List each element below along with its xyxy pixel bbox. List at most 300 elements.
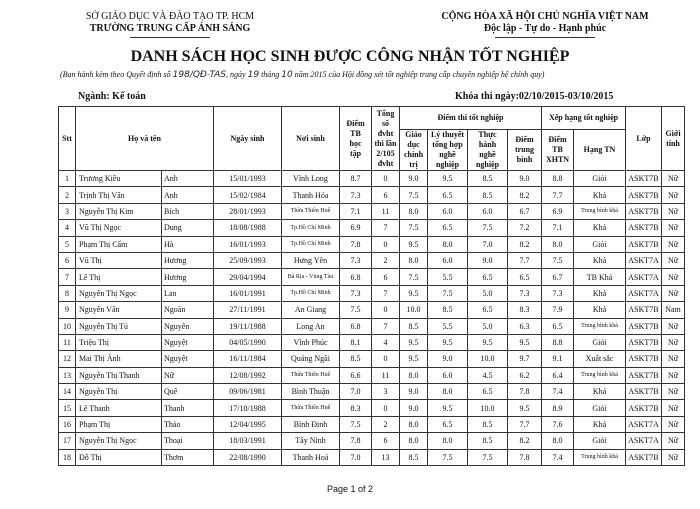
row-first-name: Nguyên <box>162 318 214 334</box>
row-credits: 0 <box>372 171 400 187</box>
row-credits: 7 <box>372 285 400 301</box>
row-politics-score: 7.5 <box>400 187 428 203</box>
row-credits: 6 <box>372 269 400 285</box>
row-xhtn-score: 8.0 <box>542 236 574 252</box>
row-dob: 27/11/1991 <box>214 302 282 318</box>
row-stt: 5 <box>59 236 76 252</box>
row-politics-score: 9.0 <box>400 400 428 416</box>
row-gender: Nữ <box>662 367 685 383</box>
row-pob: Quảng Ngãi <box>282 351 340 367</box>
row-pob: Tp.Hồ Chí Minh <box>282 285 340 301</box>
row-credits: 2 <box>372 416 400 432</box>
row-gpa: 7.5 <box>340 302 372 318</box>
row-dob: 28/01/1993 <box>214 203 282 219</box>
row-gpa: 7.0 <box>340 384 372 400</box>
row-gender: Nữ <box>662 236 685 252</box>
row-last-middle-name: Nguyễn Thị Ngọc <box>76 433 162 449</box>
row-class: ASKT7B <box>626 302 662 318</box>
table-row <box>59 384 685 400</box>
table-header-row-1 <box>59 107 685 130</box>
row-exam-avg: 6.3 <box>508 318 542 334</box>
row-first-name: Hà <box>162 236 214 252</box>
table-row <box>59 302 685 318</box>
row-politics-score: 8.0 <box>400 252 428 268</box>
row-dob: 12/08/1992 <box>214 367 282 383</box>
row-last-middle-name: Nguyễn Thị Ngọc <box>76 285 162 301</box>
table-row <box>59 252 685 268</box>
col-gender-l1: Giới <box>665 128 681 138</box>
row-gpa: 7.5 <box>340 416 372 432</box>
row-class: ASKT7B <box>626 220 662 236</box>
col-theory <box>428 130 468 171</box>
row-stt: 12 <box>59 351 76 367</box>
row-last-middle-name: Nguyễn Thị Thanh <box>76 367 162 383</box>
row-last-middle-name: Phạm Thị <box>76 416 162 432</box>
row-theory-score: 6.0 <box>428 252 468 268</box>
col-xhtn-l2: TB <box>552 145 563 154</box>
row-gender: Nữ <box>662 285 685 301</box>
row-pob: Bình Định <box>282 416 340 432</box>
col-theory-l2: tổng hợp <box>432 140 463 149</box>
row-politics-score: 8.5 <box>400 449 428 465</box>
row-practice-score: 9.0 <box>468 252 508 268</box>
row-first-name: Nguyệt <box>162 351 214 367</box>
row-xhtn-score: 6.4 <box>542 367 574 383</box>
row-class: ASKT7B <box>626 187 662 203</box>
subtitle-part4: năm 2015 của Hội đồng xét tốt nghiệp trung cấp chuyên nghiệp hệ chính quy) <box>294 70 545 79</box>
col-credits-l3: đvht <box>377 128 394 138</box>
row-gender: Nữ <box>662 384 685 400</box>
col-gpa-l4: tập <box>349 148 362 158</box>
col-credits <box>372 107 400 171</box>
row-practice-score: 7.5 <box>468 220 508 236</box>
row-xhtn-score: 7.1 <box>542 220 574 236</box>
row-exam-avg: 7.7 <box>508 252 542 268</box>
row-last-middle-name: Trịnh Thị Vân <box>76 187 162 203</box>
table-row <box>59 416 685 432</box>
row-stt: 2 <box>59 187 76 203</box>
row-last-middle-name: Nguyễn Thị Tú <box>76 318 162 334</box>
row-dob: 25/09/1993 <box>214 252 282 268</box>
row-class: ASKT7B <box>626 318 662 334</box>
row-class: ASKT7B <box>626 351 662 367</box>
row-practice-score: 10.0 <box>468 351 508 367</box>
row-theory-score: 6.5 <box>428 220 468 236</box>
row-gpa: 6.8 <box>340 318 372 334</box>
row-rank: Khá <box>574 187 626 203</box>
col-group-rank: Xếp hạng tốt nghiệp <box>542 107 626 130</box>
row-class: ASKT7B <box>626 384 662 400</box>
col-practice-l1: Thực <box>478 130 497 139</box>
row-first-name: Lan <box>162 285 214 301</box>
row-gpa: 7.3 <box>340 187 372 203</box>
row-practice-score: 7.5 <box>468 449 508 465</box>
row-pob: Tây Ninh <box>282 433 340 449</box>
row-class: ASKT7A <box>626 252 662 268</box>
row-gender: Nữ <box>662 252 685 268</box>
row-practice-score: 7.0 <box>468 236 508 252</box>
row-politics-score: 8.0 <box>400 433 428 449</box>
row-credits: 0 <box>372 302 400 318</box>
row-politics-score: 9.5 <box>400 334 428 350</box>
col-practice-l2: hành <box>478 140 497 149</box>
row-xhtn-score: 9.1 <box>542 351 574 367</box>
row-gender: Nữ <box>662 334 685 350</box>
row-credits: 6 <box>372 187 400 203</box>
col-practice <box>468 130 508 171</box>
col-gpa-l3: học <box>349 138 362 148</box>
col-dob: Ngày sinh <box>214 107 282 171</box>
row-class: ASKT7A <box>626 416 662 432</box>
row-pob: Bà Rịa - Vũng Tàu <box>282 269 340 285</box>
row-last-middle-name: Triệu Thị <box>76 334 162 350</box>
row-practice-score: 6.5 <box>468 384 508 400</box>
row-xhtn-score: 8.9 <box>542 400 574 416</box>
row-rank: Giỏi <box>574 334 626 350</box>
row-stt: 13 <box>59 367 76 383</box>
row-first-name: Dung <box>162 220 214 236</box>
row-politics-score: 7.5 <box>400 269 428 285</box>
row-practice-score: 5.0 <box>468 318 508 334</box>
row-rank: Trung bình khá <box>574 318 626 334</box>
table-row <box>59 171 685 187</box>
row-gpa: 7.0 <box>340 449 372 465</box>
row-stt: 17 <box>59 433 76 449</box>
row-xhtn-score: 7.9 <box>542 302 574 318</box>
row-stt: 3 <box>59 203 76 219</box>
row-xhtn-score: 7.4 <box>542 384 574 400</box>
row-theory-score: 9.0 <box>428 351 468 367</box>
table-row <box>59 203 685 219</box>
table-row <box>59 269 685 285</box>
row-last-middle-name: Vũ Thị Ngọc <box>76 220 162 236</box>
row-rank: Khá <box>574 302 626 318</box>
row-dob: 18/03/1991 <box>214 433 282 449</box>
row-stt: 7 <box>59 269 76 285</box>
row-politics-score: 9.5 <box>400 285 428 301</box>
row-pob: Thanh Hoá <box>282 449 340 465</box>
national-motto: Độc lập - Tự do - Hạnh phúc <box>483 23 607 34</box>
row-theory-score: 6.5 <box>428 416 468 432</box>
row-xhtn-score: 6.9 <box>542 203 574 219</box>
row-class: ASKT7A <box>626 285 662 301</box>
row-first-name: Hương <box>162 252 214 268</box>
row-first-name: Thơm <box>162 449 214 465</box>
row-pob: Thừa Thiên Huế <box>282 400 340 416</box>
row-rank: Xuất sắc <box>574 351 626 367</box>
row-stt: 18 <box>59 449 76 465</box>
row-pob: Thừa Thiên Huế <box>282 203 340 219</box>
row-credits: 4 <box>372 334 400 350</box>
row-pob: Vĩnh Long <box>282 171 340 187</box>
row-rank: Khá <box>574 252 626 268</box>
ministry-name: SỞ GIÁO DỤC VÀ ĐÀO TẠO TP. HCM <box>85 11 255 22</box>
row-first-name: Thanh <box>162 400 214 416</box>
row-last-middle-name: Phạm Thị Cẩm <box>76 236 162 252</box>
row-rank: Khá <box>574 416 626 432</box>
row-practice-score: 6.5 <box>468 269 508 285</box>
row-dob: 15/01/1993 <box>214 171 282 187</box>
row-gender: Nữ <box>662 433 685 449</box>
row-rank: Trung bình khá <box>574 203 626 219</box>
row-credits: 3 <box>372 384 400 400</box>
row-stt: 4 <box>59 220 76 236</box>
row-gpa: 7.3 <box>340 285 372 301</box>
row-last-middle-name: Trương Kiều <box>76 171 162 187</box>
decision-month: 10 <box>281 70 293 80</box>
row-practice-score: 10.0 <box>468 400 508 416</box>
row-pob: Thanh Hóa <box>282 187 340 203</box>
row-exam-avg: 7.8 <box>508 384 542 400</box>
row-stt: 11 <box>59 334 76 350</box>
row-gpa: 7.3 <box>340 252 372 268</box>
subtitle-part2: , ngày <box>226 70 246 79</box>
row-first-name: Anh <box>162 171 214 187</box>
row-politics-score: 8.0 <box>400 367 428 383</box>
col-gender <box>662 107 685 171</box>
row-gender: Nữ <box>662 351 685 367</box>
col-xhtn-l3: XHTN <box>545 155 570 164</box>
col-class: Lớp <box>626 107 662 171</box>
row-first-name: Thoại <box>162 433 214 449</box>
row-politics-score: 7.5 <box>400 220 428 236</box>
col-politics-l4: trị <box>409 160 418 169</box>
table-row <box>59 318 685 334</box>
row-practice-score: 8.5 <box>468 433 508 449</box>
row-dob: 12/04/1995 <box>214 416 282 432</box>
row-stt: 16 <box>59 416 76 432</box>
row-gpa: 6.9 <box>340 220 372 236</box>
table-row <box>59 400 685 416</box>
row-last-middle-name: Vũ Thị <box>76 252 162 268</box>
col-theory-l4: nghiệp <box>435 160 460 169</box>
row-gpa: 8.3 <box>340 400 372 416</box>
row-gender: Nữ <box>662 203 685 219</box>
row-rank: Trung bình khá <box>574 367 626 383</box>
table-row <box>59 449 685 465</box>
col-politics <box>400 130 428 171</box>
row-exam-avg: 7.3 <box>508 285 542 301</box>
row-rank: Trung bình khá <box>574 449 626 465</box>
row-theory-score: 7.5 <box>428 285 468 301</box>
col-avg <box>508 130 542 171</box>
row-practice-score: 4.5 <box>468 367 508 383</box>
row-credits: 0 <box>372 236 400 252</box>
row-gpa: 8.5 <box>340 351 372 367</box>
table-row <box>59 351 685 367</box>
row-rank: Khá <box>574 384 626 400</box>
row-dob: 16/01/1993 <box>214 236 282 252</box>
row-credits: 7 <box>372 220 400 236</box>
row-practice-score: 8.5 <box>468 171 508 187</box>
col-avg-l1: Điểm <box>515 135 534 144</box>
row-exam-avg: 9.5 <box>508 334 542 350</box>
row-exam-avg: 8.2 <box>508 236 542 252</box>
row-xhtn-score: 7.4 <box>542 449 574 465</box>
row-exam-avg: 6.5 <box>508 269 542 285</box>
country-name: CỘNG HÒA XÃ HỘI CHỦ NGHĨA VIỆT NAM <box>441 11 649 22</box>
row-pob: Bình Thuận <box>282 384 340 400</box>
row-gpa: 8.7 <box>340 171 372 187</box>
row-exam-avg: 9.7 <box>508 351 542 367</box>
row-theory-score: 5.5 <box>428 318 468 334</box>
row-pob: Thừa Thiên Huế <box>282 367 340 383</box>
row-gpa: 7.8 <box>340 433 372 449</box>
row-class: ASKT7B <box>626 334 662 350</box>
row-class: ASKT7B <box>626 236 662 252</box>
row-first-name: Nguyệt <box>162 334 214 350</box>
row-rank: Khá <box>574 220 626 236</box>
row-gender: Nam <box>662 302 685 318</box>
school-name: TRƯỜNG TRUNG CẤP ÁNH SÁNG <box>89 23 251 34</box>
table-row <box>59 236 685 252</box>
row-credits: 0 <box>372 351 400 367</box>
col-gpa-l1: Điểm <box>346 118 365 128</box>
row-gpa: 8.1 <box>340 334 372 350</box>
row-theory-score: 6.0 <box>428 203 468 219</box>
table-row <box>59 433 685 449</box>
col-practice-l3: nghề <box>479 150 496 159</box>
row-rank: Giỏi <box>574 433 626 449</box>
row-dob: 22/08/1990 <box>214 449 282 465</box>
row-practice-score: 5.0 <box>468 285 508 301</box>
row-theory-score: 8.5 <box>428 302 468 318</box>
row-dob: 29/04/1994 <box>214 269 282 285</box>
row-credits: 11 <box>372 203 400 219</box>
row-xhtn-score: 8.8 <box>542 171 574 187</box>
table-row <box>59 220 685 236</box>
row-exam-avg: 8.2 <box>508 187 542 203</box>
row-stt: 6 <box>59 252 76 268</box>
row-first-name: Bích <box>162 203 214 219</box>
row-politics-score: 10.0 <box>400 302 428 318</box>
row-politics-score: 9.0 <box>400 171 428 187</box>
row-stt: 15 <box>59 400 76 416</box>
row-politics-score: 8.0 <box>400 203 428 219</box>
col-rank: Hạng TN <box>574 130 626 171</box>
row-exam-avg: 9.5 <box>508 400 542 416</box>
col-credits-l2: số <box>381 118 390 128</box>
row-dob: 04/05/1990 <box>214 334 282 350</box>
graduates-table <box>58 106 685 466</box>
row-rank: TB Khá <box>574 269 626 285</box>
col-credits-l5: 2/105 <box>376 148 395 158</box>
row-theory-score: 6.5 <box>428 187 468 203</box>
header-divider-left <box>130 37 210 38</box>
row-first-name: Anh <box>162 187 214 203</box>
row-gpa: 6.8 <box>340 269 372 285</box>
row-pob: Hưng Yên <box>282 252 340 268</box>
row-politics-score: 8.0 <box>400 416 428 432</box>
row-rank: Giỏi <box>574 236 626 252</box>
subtitle-part1: (Ban hành kèm theo Quyết định số <box>60 70 171 79</box>
row-gpa: 7.1 <box>340 203 372 219</box>
row-exam-avg: 7.8 <box>508 449 542 465</box>
row-theory-score: 8.0 <box>428 433 468 449</box>
col-politics-l1: Giáo <box>405 130 422 139</box>
col-avg-l2: trung <box>514 145 535 154</box>
page-footer: Page 1 of 2 <box>326 484 374 494</box>
row-dob: 16/11/1984 <box>214 351 282 367</box>
row-rank: Giỏi <box>574 400 626 416</box>
row-practice-score: 8.5 <box>468 187 508 203</box>
table-row <box>59 285 685 301</box>
col-credits-l4: thi lần <box>374 138 397 148</box>
row-credits: 6 <box>372 433 400 449</box>
row-xhtn-score: 7.5 <box>542 252 574 268</box>
row-last-middle-name: Nguyễn Văn <box>76 302 162 318</box>
row-exam-avg: 8.2 <box>508 433 542 449</box>
col-credits-l6: đvht <box>377 158 394 168</box>
row-class: ASKT7B <box>626 400 662 416</box>
row-credits: 2 <box>372 252 400 268</box>
row-class: ASKT7B <box>626 449 662 465</box>
row-first-name: Ngoãn <box>162 302 214 318</box>
row-rank: Khá <box>574 285 626 301</box>
row-practice-score: 9.5 <box>468 334 508 350</box>
col-theory-l1: Lý thuyết <box>430 130 465 139</box>
col-group-exam: Điểm thi tốt nghiệp <box>400 107 542 130</box>
col-gpa <box>340 107 372 171</box>
row-last-middle-name: Nguyễn Thị Kim <box>76 203 162 219</box>
row-pob: An Giang <box>282 302 340 318</box>
row-xhtn-score: 6.7 <box>542 269 574 285</box>
row-practice-score: 8.5 <box>468 416 508 432</box>
row-credits: 13 <box>372 449 400 465</box>
row-xhtn-score: 7.6 <box>542 416 574 432</box>
row-last-middle-name: Đỗ Thị <box>76 449 162 465</box>
row-gender: Nữ <box>662 220 685 236</box>
row-xhtn-score: 8.8 <box>542 334 574 350</box>
col-politics-l3: chính <box>403 150 424 159</box>
decision-number: 198/QĐ-TAS <box>172 70 227 80</box>
row-theory-score: 9.5 <box>428 400 468 416</box>
col-gpa-l2: TB <box>350 128 361 138</box>
row-pob: Long An <box>282 318 340 334</box>
row-dob: 18/08/1988 <box>214 220 282 236</box>
col-gender-l2: tính <box>666 138 680 148</box>
row-exam-avg: 8.3 <box>508 302 542 318</box>
table-row <box>59 367 685 383</box>
col-theory-l3: nghề <box>439 150 456 159</box>
row-stt: 10 <box>59 318 76 334</box>
row-theory-score: 9.5 <box>428 334 468 350</box>
row-stt: 1 <box>59 171 76 187</box>
col-politics-l2: dục <box>407 140 420 149</box>
row-xhtn-score: 8.0 <box>542 433 574 449</box>
row-stt: 9 <box>59 302 76 318</box>
row-last-middle-name: Lê Thị <box>76 269 162 285</box>
row-credits: 7 <box>372 318 400 334</box>
row-theory-score: 5.5 <box>428 269 468 285</box>
col-xhtn-l1: Điểm <box>548 135 567 144</box>
row-gender: Nữ <box>662 318 685 334</box>
row-xhtn-score: 6.5 <box>542 318 574 334</box>
table-row <box>59 334 685 350</box>
col-name: Họ và tên <box>76 107 214 171</box>
col-practice-l4: nghiệp <box>475 160 500 169</box>
row-politics-score: 9.5 <box>400 351 428 367</box>
decision-day: 19 <box>247 70 260 80</box>
row-theory-score: 7.5 <box>428 449 468 465</box>
exam-dates: Khóa thi ngày:02/10/2015-03/10/2015 <box>455 91 614 102</box>
row-last-middle-name: Lê Thanh <box>76 400 162 416</box>
col-xhtn <box>542 130 574 171</box>
row-dob: 17/10/1988 <box>214 400 282 416</box>
row-credits: 0 <box>372 400 400 416</box>
col-pob: Nơi sinh <box>282 107 340 171</box>
row-class: ASKT7A <box>626 269 662 285</box>
